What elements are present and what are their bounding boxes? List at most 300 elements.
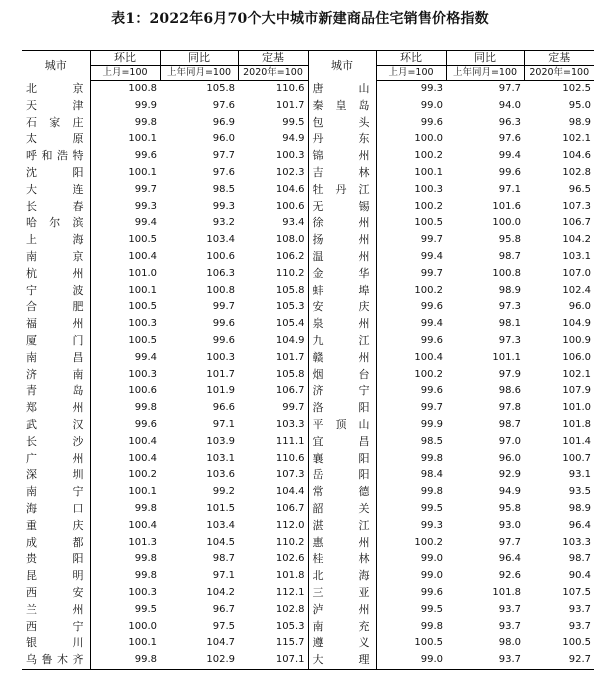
city-cell: 安庆 (308, 299, 376, 316)
yoy-cell: 100.8 (206, 284, 235, 296)
city-cell: 秦皇岛 (308, 98, 376, 115)
base-cell: 102.3 (275, 166, 305, 178)
city-cell: 赣州 (308, 350, 376, 367)
mom-cell: 100.3 (128, 586, 157, 598)
city-cell: 平顶山 (308, 417, 376, 434)
base-cell: 102.4 (562, 284, 591, 296)
base-subheader: 2020年=100 (524, 66, 594, 81)
yoy-cell: 99.4 (498, 150, 521, 162)
mom-cell: 100.6 (128, 385, 157, 397)
yoy-cell: 99.7 (212, 301, 235, 313)
yoy-cell: 101.8 (492, 586, 521, 598)
base-cell: 110.6 (275, 83, 305, 94)
table-row (22, 568, 594, 585)
mom-cell: 100.5 (414, 217, 443, 229)
city-cell: 昆明 (22, 568, 90, 585)
mom-cell: 100.1 (128, 637, 157, 649)
base-cell: 98.7 (568, 553, 591, 565)
city-cell: 南宁 (22, 484, 90, 501)
city-cell: 杭州 (22, 266, 90, 283)
mom-cell: 99.4 (134, 351, 157, 363)
city-cell: 长沙 (22, 434, 90, 451)
city-cell: 哈尔滨 (22, 215, 90, 232)
yoy-cell: 98.1 (498, 318, 521, 330)
city-cell: 西安 (22, 585, 90, 602)
yoy-cell: 96.7 (212, 603, 235, 615)
mom-cell: 101.3 (128, 536, 157, 548)
table-row (22, 367, 594, 384)
table-row (22, 199, 594, 216)
city-cell: 泉州 (308, 316, 376, 333)
base-cell: 107.1 (238, 652, 308, 669)
city-cell: 襄阳 (308, 451, 376, 468)
mom-cell: 100.5 (128, 334, 157, 346)
city-cell: 太原 (22, 131, 90, 148)
city-cell: 北海 (308, 568, 376, 585)
mom-cell: 100.5 (128, 301, 157, 313)
mom-cell: 100.1 (128, 284, 157, 296)
mom-cell: 99.5 (420, 502, 443, 514)
base-cell: 107.5 (562, 586, 591, 598)
yoy-cell: 103.6 (206, 469, 235, 481)
yoy-cell: 103.9 (206, 435, 235, 447)
mom-cell: 98.4 (420, 469, 443, 481)
mom-cell: 99.8 (420, 452, 443, 464)
mom-cell: 100.4 (128, 250, 157, 262)
base-cell: 100.5 (562, 637, 591, 649)
yoy-cell: 97.3 (498, 334, 521, 346)
base-cell: 93.1 (568, 469, 591, 481)
yoy-cell: 100.8 (492, 267, 521, 279)
yoy-column-header: 同比 (446, 51, 524, 66)
yoy-subheader: 上年同月=100 (160, 66, 238, 81)
mom-cell: 100.1 (414, 166, 443, 178)
city-cell: 烟台 (308, 367, 376, 384)
city-cell: 福州 (22, 316, 90, 333)
base-cell: 99.5 (282, 116, 305, 128)
yoy-cell: 98.5 (212, 183, 235, 195)
base-cell: 110.2 (275, 267, 305, 279)
yoy-cell: 93.7 (446, 652, 524, 669)
city-cell: 深圳 (22, 467, 90, 484)
table-row (22, 266, 594, 283)
city-cell: 徐州 (308, 215, 376, 232)
base-cell: 101.7 (275, 351, 305, 363)
yoy-cell: 101.5 (206, 502, 235, 514)
mom-cell: 100.0 (414, 133, 443, 145)
mom-cell: 99.8 (420, 620, 443, 632)
yoy-cell: 98.7 (498, 250, 521, 262)
yoy-cell: 97.3 (498, 301, 521, 313)
yoy-cell: 102.9 (160, 652, 238, 669)
yoy-column-header: 同比 (160, 51, 238, 66)
yoy-cell: 97.9 (498, 368, 521, 380)
mom-cell: 99.6 (134, 418, 157, 430)
city-cell: 扬州 (308, 232, 376, 249)
yoy-cell: 97.7 (498, 536, 521, 548)
mom-cell: 99.5 (420, 603, 443, 615)
yoy-cell: 94.0 (498, 99, 521, 111)
base-cell: 104.6 (275, 183, 305, 195)
mom-cell: 99.6 (420, 586, 443, 598)
city-cell: 岳阳 (308, 467, 376, 484)
city-cell: 广州 (22, 451, 90, 468)
table-row (22, 602, 594, 619)
base-cell: 106.0 (562, 351, 591, 363)
table-row (22, 98, 594, 115)
yoy-cell: 97.6 (498, 133, 521, 145)
mom-cell: 99.6 (134, 150, 157, 162)
city-cell: 重庆 (22, 518, 90, 535)
price-index-table (22, 50, 594, 670)
base-cell: 96.5 (568, 183, 591, 195)
mom-cell: 99.8 (134, 553, 157, 565)
city-cell: 郑州 (22, 400, 90, 417)
base-cell: 102.1 (562, 368, 591, 380)
yoy-cell: 97.6 (212, 166, 235, 178)
base-cell: 95.0 (568, 99, 591, 111)
city-cell: 泸州 (308, 602, 376, 619)
mom-cell: 99.0 (420, 570, 443, 582)
mom-cell: 99.7 (420, 234, 443, 246)
base-cell: 104.4 (275, 486, 305, 498)
mom-cell: 99.0 (420, 99, 443, 111)
yoy-cell: 104.5 (206, 536, 235, 548)
mom-cell: 100.5 (414, 637, 443, 649)
table-row (22, 652, 594, 669)
mom-cell: 99.8 (134, 402, 157, 414)
city-cell: 兰州 (22, 602, 90, 619)
base-cell: 92.7 (524, 652, 594, 669)
base-cell: 98.9 (568, 502, 591, 514)
base-cell: 102.6 (275, 553, 305, 565)
mom-cell: 99.3 (420, 519, 443, 531)
yoy-cell: 99.3 (212, 200, 235, 212)
city-cell: 三亚 (308, 585, 376, 602)
city-cell: 厦门 (22, 333, 90, 350)
yoy-cell: 96.9 (212, 116, 235, 128)
base-cell: 93.7 (568, 620, 591, 632)
base-column-header: 定基 (524, 51, 594, 66)
base-cell: 99.7 (282, 402, 305, 414)
yoy-cell: 96.0 (212, 133, 235, 145)
table-row (22, 434, 594, 451)
mom-column-header: 环比 (376, 51, 446, 66)
yoy-cell: 93.7 (498, 603, 521, 615)
mom-cell: 100.2 (128, 469, 157, 481)
city-cell: 锦州 (308, 148, 376, 165)
table-row (22, 316, 594, 333)
city-column-header: 城市 (308, 51, 376, 81)
city-cell: 西宁 (22, 619, 90, 636)
yoy-cell: 100.3 (206, 351, 235, 363)
table-row (22, 165, 594, 182)
base-cell: 103.1 (562, 250, 591, 262)
yoy-cell: 96.4 (498, 553, 521, 565)
base-cell: 107.9 (562, 385, 591, 397)
mom-cell: 100.4 (128, 519, 157, 531)
base-cell: 107.3 (562, 200, 591, 212)
yoy-cell: 101.1 (492, 351, 521, 363)
base-cell: 104.9 (275, 334, 305, 346)
table-row (22, 81, 594, 98)
table-row (22, 400, 594, 417)
city-cell: 贵阳 (22, 551, 90, 568)
mom-cell: 100.2 (414, 200, 443, 212)
table-row (22, 518, 594, 535)
base-cell: 105.3 (275, 301, 305, 313)
mom-cell: 99.9 (420, 418, 443, 430)
city-cell: 吉林 (308, 165, 376, 182)
yoy-cell: 94.9 (498, 486, 521, 498)
city-cell: 济南 (22, 367, 90, 384)
base-cell: 111.1 (275, 435, 305, 447)
mom-cell: 100.3 (414, 183, 443, 195)
base-cell: 101.4 (562, 435, 591, 447)
yoy-cell: 100.0 (492, 217, 521, 229)
city-cell: 遵义 (308, 635, 376, 652)
table-row (22, 131, 594, 148)
yoy-cell: 98.9 (498, 284, 521, 296)
city-cell: 武汉 (22, 417, 90, 434)
city-cell: 济宁 (308, 383, 376, 400)
city-cell: 牡丹江 (308, 182, 376, 199)
mom-subheader: 上月=100 (376, 66, 446, 81)
base-cell: 93.5 (568, 486, 591, 498)
mom-cell: 99.4 (420, 318, 443, 330)
mom-cell: 100.2 (414, 536, 443, 548)
city-cell: 湛江 (308, 518, 376, 535)
yoy-cell: 106.3 (206, 267, 235, 279)
mom-cell: 100.2 (414, 368, 443, 380)
city-cell: 银川 (22, 635, 90, 652)
yoy-cell: 99.2 (212, 486, 235, 498)
yoy-cell: 103.4 (206, 234, 235, 246)
yoy-subheader: 上年同月=100 (446, 66, 524, 81)
base-cell: 105.3 (275, 620, 305, 632)
city-cell: 包头 (308, 115, 376, 132)
city-cell: 乌鲁木齐 (22, 652, 90, 669)
base-cell: 112.0 (275, 519, 305, 531)
mom-cell: 100.1 (128, 486, 157, 498)
yoy-cell: 99.6 (498, 166, 521, 178)
yoy-cell: 103.4 (206, 519, 235, 531)
base-cell: 100.3 (275, 150, 305, 162)
yoy-cell: 97.5 (212, 620, 235, 632)
base-cell: 106.7 (275, 502, 305, 514)
mom-cell: 99.0 (420, 553, 443, 565)
city-cell: 南京 (22, 249, 90, 266)
yoy-cell: 103.1 (206, 452, 235, 464)
city-cell: 九江 (308, 333, 376, 350)
base-cell: 104.2 (562, 234, 591, 246)
city-cell: 南充 (308, 619, 376, 636)
yoy-cell: 105.8 (206, 83, 235, 94)
table-row (22, 249, 594, 266)
base-cell: 106.2 (275, 250, 305, 262)
mom-cell: 100.3 (128, 318, 157, 330)
city-cell: 大理 (308, 652, 376, 669)
mom-cell: 99.8 (134, 570, 157, 582)
mom-cell: 98.5 (420, 435, 443, 447)
city-cell: 长春 (22, 199, 90, 216)
mom-cell: 101.0 (128, 267, 157, 279)
yoy-cell: 95.8 (498, 234, 521, 246)
city-cell: 石家庄 (22, 115, 90, 132)
base-cell: 102.8 (562, 166, 591, 178)
yoy-cell: 96.3 (498, 116, 521, 128)
base-cell: 115.7 (275, 637, 305, 649)
table-row (22, 333, 594, 350)
yoy-cell: 95.8 (498, 502, 521, 514)
table-row (22, 299, 594, 316)
yoy-cell: 96.6 (212, 402, 235, 414)
mom-cell: 99.8 (134, 502, 157, 514)
base-cell: 96.4 (568, 519, 591, 531)
mom-cell: 100.1 (128, 133, 157, 145)
table-row (22, 635, 594, 652)
base-cell: 110.6 (275, 452, 305, 464)
mom-cell: 99.9 (134, 99, 157, 111)
table-row (22, 283, 594, 300)
yoy-cell: 97.6 (212, 99, 235, 111)
mom-cell: 99.7 (420, 267, 443, 279)
table-row (22, 467, 594, 484)
yoy-cell: 101.9 (206, 385, 235, 397)
mom-cell: 99.0 (376, 652, 446, 669)
city-cell: 洛阳 (308, 400, 376, 417)
yoy-cell: 97.7 (212, 150, 235, 162)
base-cell: 104.9 (562, 318, 591, 330)
table-row (22, 451, 594, 468)
table-row (22, 535, 594, 552)
base-column-header: 定基 (238, 51, 308, 66)
yoy-cell: 98.0 (498, 637, 521, 649)
table-row (22, 148, 594, 165)
base-cell: 106.7 (275, 385, 305, 397)
base-cell: 90.4 (568, 570, 591, 582)
base-cell: 105.8 (275, 284, 305, 296)
mom-cell: 100.3 (128, 368, 157, 380)
mom-cell: 99.3 (420, 83, 443, 94)
base-cell: 103.3 (562, 536, 591, 548)
city-cell: 惠州 (308, 535, 376, 552)
yoy-cell: 96.0 (498, 452, 521, 464)
table-row (22, 501, 594, 518)
mom-cell: 99.4 (134, 217, 157, 229)
city-cell: 宁波 (22, 283, 90, 300)
base-cell: 108.0 (275, 234, 305, 246)
mom-cell: 99.3 (134, 200, 157, 212)
mom-cell: 99.5 (134, 603, 157, 615)
base-cell: 100.7 (562, 452, 591, 464)
table-row (22, 182, 594, 199)
city-cell: 金华 (308, 266, 376, 283)
table-row (22, 232, 594, 249)
city-cell: 韶关 (308, 501, 376, 518)
yoy-cell: 92.9 (498, 469, 521, 481)
city-cell: 丹东 (308, 131, 376, 148)
yoy-cell: 101.6 (492, 200, 521, 212)
mom-cell: 100.2 (414, 150, 443, 162)
table-row (22, 350, 594, 367)
yoy-cell: 97.1 (212, 418, 235, 430)
base-cell: 101.7 (275, 99, 305, 111)
yoy-cell: 98.7 (212, 553, 235, 565)
yoy-cell: 97.7 (498, 83, 521, 94)
city-cell: 海口 (22, 501, 90, 518)
city-cell: 合肥 (22, 299, 90, 316)
base-cell: 105.8 (275, 368, 305, 380)
base-cell: 93.4 (282, 217, 305, 229)
city-cell: 上海 (22, 232, 90, 249)
mom-cell: 99.7 (134, 183, 157, 195)
yoy-cell: 104.2 (206, 586, 235, 598)
yoy-cell: 101.7 (206, 368, 235, 380)
base-cell: 101.8 (275, 570, 305, 582)
base-cell: 102.1 (562, 133, 591, 145)
base-cell: 100.9 (562, 334, 591, 346)
yoy-cell: 98.6 (498, 385, 521, 397)
page-title: 表1：2022年6月70个大中城市新建商品住宅销售价格指数 (111, 11, 489, 27)
base-cell: 112.1 (275, 586, 305, 598)
mom-cell: 99.8 (420, 486, 443, 498)
base-cell: 105.4 (275, 318, 305, 330)
city-cell: 常德 (308, 484, 376, 501)
yoy-cell: 97.0 (498, 435, 521, 447)
mom-cell: 99.6 (420, 301, 443, 313)
table-row (22, 551, 594, 568)
base-cell: 104.6 (562, 150, 591, 162)
city-cell: 沈阳 (22, 165, 90, 182)
yoy-cell: 99.6 (212, 318, 235, 330)
base-cell: 98.9 (568, 116, 591, 128)
yoy-cell: 93.7 (498, 620, 521, 632)
mom-cell: 99.8 (90, 652, 160, 669)
table-row (22, 215, 594, 232)
mom-cell: 100.4 (128, 452, 157, 464)
mom-cell: 99.6 (420, 116, 443, 128)
table-row (22, 383, 594, 400)
city-cell: 呼和浩特 (22, 148, 90, 165)
base-cell: 107.3 (275, 469, 305, 481)
city-cell: 桂林 (308, 551, 376, 568)
base-cell: 102.5 (562, 83, 591, 94)
city-cell: 宜昌 (308, 434, 376, 451)
yoy-cell: 97.1 (498, 183, 521, 195)
base-cell: 101.0 (562, 402, 591, 414)
yoy-cell: 104.7 (206, 637, 235, 649)
city-cell: 温州 (308, 249, 376, 266)
mom-cell: 100.4 (414, 351, 443, 363)
mom-cell: 99.6 (420, 334, 443, 346)
yoy-cell: 93.0 (498, 519, 521, 531)
yoy-cell: 98.7 (498, 418, 521, 430)
city-cell: 无锡 (308, 199, 376, 216)
city-cell: 南昌 (22, 350, 90, 367)
mom-cell: 99.6 (420, 385, 443, 397)
mom-column-header: 环比 (90, 51, 160, 66)
city-cell: 大连 (22, 182, 90, 199)
city-cell: 蚌埠 (308, 283, 376, 300)
yoy-cell: 97.8 (498, 402, 521, 414)
base-cell: 93.7 (568, 603, 591, 615)
mom-cell: 100.5 (128, 234, 157, 246)
yoy-cell: 92.6 (498, 570, 521, 582)
base-subheader: 2020年=100 (238, 66, 308, 81)
base-cell: 100.6 (275, 200, 305, 212)
base-cell: 110.2 (275, 536, 305, 548)
